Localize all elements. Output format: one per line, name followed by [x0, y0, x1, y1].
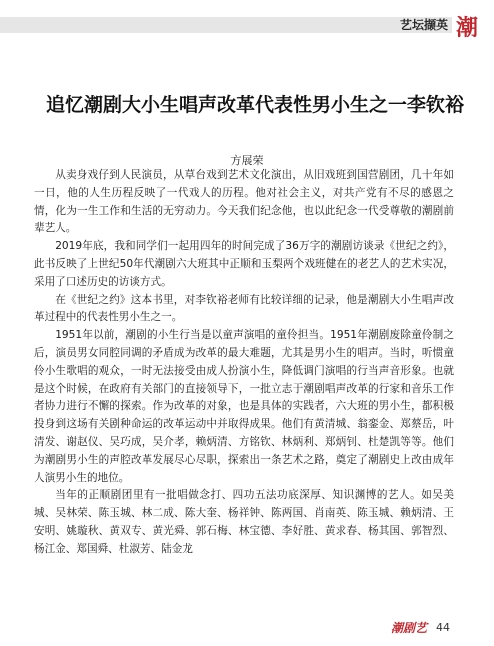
article-title: 追忆潮剧大小生唱声改革代表性男小生之一李钦裕: [45, 94, 464, 116]
page-number: 44: [436, 621, 450, 634]
header-logo-icon: 潮: [455, 15, 478, 41]
section-label: 艺坛撷英: [399, 18, 448, 32]
paragraph: 2019年底，我和同学们一起用四年的时间完成了36万字的潮剧访谈录《世纪之约》，此书反映了上世纪50年代潮剧六大班其中正顺和玉梨两个戏班健在的老艺人的艺术实况，采用了口述历史的访谈方式。: [34, 240, 454, 288]
paragraph: 在《世纪之约》这本书里，对李钦裕老师有比较详细的记录，他是潮剧大小生唱声改革过程中的代表性男小生之一。: [34, 293, 454, 324]
paragraph: 当年的正顺剧团里有一批唱做念打、四功五法功底深厚、知识渊博的艺人。如吴美城、吴林荣、陈玉城、林二成、陈大奎、杨祥钟、陈两国、肖南英、陈玉城、赖炳清、王安明、姚璇秋、黄双专、黄光舜、郭石梅、林宝德、李好胜、黄求春、杨其国、郭智烈、杨江金、郑国舜、杜淑芳、陆金龙: [34, 489, 454, 555]
paragraph: 从卖身戏仔到人民演员，从草台戏到艺术文化演出，从旧戏班到国营剧团，几十年如一日，他的人生历程反映了一代戏人的历程。他对社会主义，对共产党有不尽的感恩之情，化为一生工作和生活的无穷动力。今天我们纪念他，也以此纪念一代受尊敬的潮剧前辈艺人。: [34, 169, 454, 235]
article-body: [34, 167, 454, 559]
article-author: 方展荣: [230, 154, 264, 167]
header-bar: [0, 17, 452, 33]
footer-logo-icon: 潮剧艺: [391, 621, 428, 635]
paragraph: 1951年以前，潮剧的小生行当是以童声演唱的童伶担当。1951年潮剧废除童伶制之后，演员男女同腔同调的矛盾成为改革的最大难题，尤其是男小生的唱声。当时，听惯童伶小生歌唱的观众，一时无法接受由成人扮演小生，降低调门演唱的行当声音形象。也就是这个时候，在政府有关部门的直接领导下，一批立志于潮剧唱声改革的行家和音乐工作者协力进行不懈的探索。作为改革的对象，也是具体的实践者，六大班的男小生，都积极投身到这场有关剧种命运的改革运动中并取得成果。他们有黄清城、翁銮金、郑蔡岳，叶清发、谢赵仪、吴巧成，吴介孝，赖炳清、方铭钦、林炳利、郑炳钊、杜楚凯等等。他们为潮剧男小生的声腔改革发展尽心尽职，探索出一条艺术之路，奠定了潮剧史上改由成年人演男小生的地位。: [34, 329, 454, 484]
